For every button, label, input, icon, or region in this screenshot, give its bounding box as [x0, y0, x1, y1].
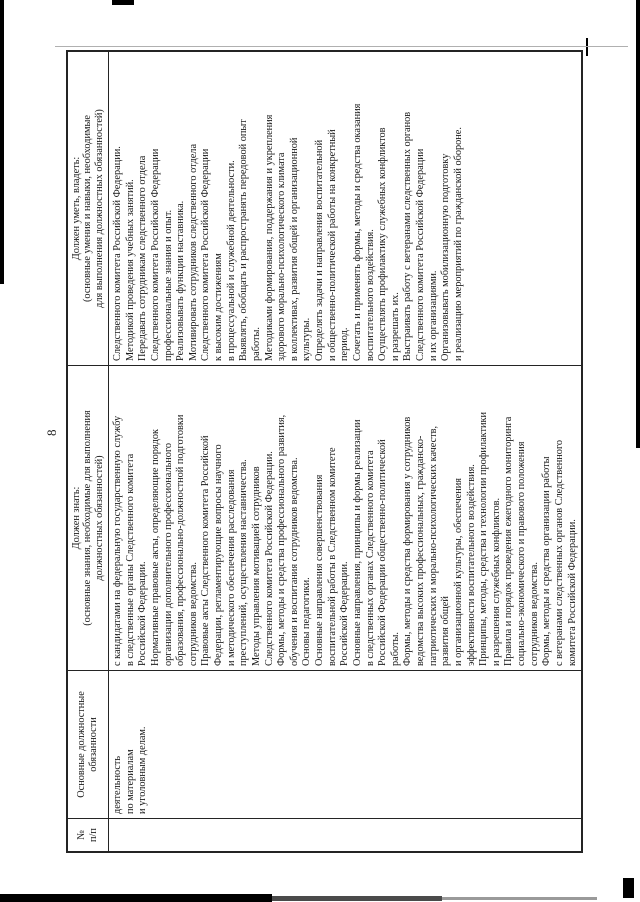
text-line: Основные должностные	[76, 691, 88, 798]
text-line: с кандидатами на федеральную государственную службу	[112, 415, 123, 666]
text-line: деятельность	[112, 755, 123, 814]
text-line: Федерации, регламентирующие вопросы научного	[213, 444, 224, 666]
text-line: Передавать сотрудникам следственного отдела	[137, 155, 149, 361]
text-line: Правовые акты Следственного комитета Российской	[200, 435, 212, 666]
text-line: и реализацию мероприятий по гражданской обороне.	[452, 127, 464, 361]
text-line: Реализовывать функции наставника.	[175, 200, 187, 361]
text-line: с ветеранами следственных органов Следственного	[553, 439, 565, 666]
text-line: Выявлять, обобщать и распространять передовой опыт	[238, 119, 250, 361]
text-line: и разрешения служебных конфликтов.	[490, 497, 502, 666]
text-line: и общественно-политической работы на конкретный	[326, 129, 338, 361]
text-line: развития общей	[440, 596, 452, 666]
text-line: и их организациями.	[427, 270, 439, 361]
text-line: работы.	[389, 632, 401, 666]
duties-table	[66, 50, 583, 853]
text-line: работы.	[250, 327, 262, 361]
text-line: патриотических и морально-психологических качеств,	[427, 425, 439, 666]
text-line: культуры.	[301, 317, 313, 361]
text-line: Правила и порядок проведения ежегодного мониторинга	[503, 416, 515, 666]
text-line: и уголовным делам.	[137, 726, 149, 814]
text-line: Формы, методы и средства профессионального развития,	[276, 414, 288, 666]
text-line: в процессуальной и служебной деятельности.	[225, 160, 237, 361]
text-line: (основные умения и навыки, необходимые	[82, 115, 94, 302]
text-line: Основные направления совершенствования	[314, 474, 325, 666]
text-line: воспитательного воздействия.	[364, 229, 376, 361]
text-line: обязанности	[88, 717, 99, 772]
text-line: комитета Российской Федерации.	[566, 519, 578, 666]
text-line: (основные знания, необходимые для выполнения	[82, 410, 94, 626]
cell-duties-content	[109, 671, 583, 819]
page-number: 8	[44, 429, 59, 436]
cell-able-content	[109, 51, 583, 366]
text-line: должностных обязанностей)	[93, 455, 105, 581]
text-line: и организационной культуры, обеспечения	[452, 478, 464, 666]
text-line: Формы, методы и средства формирования у сотрудников	[402, 416, 414, 666]
text-line: Методикой проведения учебных занятий.	[124, 179, 136, 361]
text-line: воспитательной работы в Следственном комитете	[326, 447, 338, 666]
text-line: сотрудников ведомства.	[528, 562, 540, 666]
text-line: Следственного комитета Российской Федерации	[200, 148, 212, 361]
text-line: обучения и воспитания сотрудников ведомства.	[288, 457, 300, 666]
header-cell-know	[67, 366, 109, 671]
text-line: Сочетать и применять формы, методы и средства оказания	[351, 103, 363, 361]
text-line: №	[76, 830, 88, 840]
text-line: для выполнения должностных обязанностей)	[93, 109, 105, 308]
text-line: Методы управления мотивацией сотрудников	[250, 466, 262, 666]
text-line: сотрудников ведомства.	[187, 562, 199, 666]
text-line: п/п	[88, 828, 99, 842]
text-line: Формы, методы и средства организации работы	[541, 456, 553, 666]
text-line: Должен знать:	[70, 486, 82, 550]
text-line: и разрешать их.	[389, 292, 401, 361]
text-line: в следственные органы Следственного комитета	[124, 453, 136, 666]
text-line: Организовывать мобилизационную подготовку	[440, 153, 452, 361]
text-line: к высоким достижениям	[213, 253, 224, 361]
text-line: Принципы, методы, средства и технологии профилактики	[478, 411, 490, 666]
text-line: в коллективах, развития общей и организационной	[288, 137, 300, 361]
text-line: Осуществлять профилактику служебных конфликтов	[377, 127, 389, 361]
text-line: Определять задачи и направления воспитательной	[314, 139, 325, 361]
text-line: Основные направления, принципы и формы реализации	[351, 419, 363, 666]
text-line: Российской Федерации общественно-политической	[377, 439, 389, 666]
text-line: преступлений, осуществления наставничества.	[238, 459, 250, 666]
text-line: социально-экономического и правового положения	[516, 441, 527, 666]
text-line: профессиональные знания и опыт.	[162, 209, 174, 361]
text-line: здорового морально-психологического климата	[276, 152, 288, 361]
text-line: в следственных органах Следственного комитета	[364, 450, 376, 666]
cell-know-content	[109, 366, 583, 671]
page-edge-shadow	[55, 46, 628, 47]
text-line: Выстраивать работу с ветеранами следственных органов	[402, 111, 414, 361]
text-line: Основы педагогики.	[301, 577, 313, 666]
header-cell-able	[67, 51, 109, 366]
text-line: организации дополнительного профессионального	[162, 442, 174, 666]
text-line: ведомства высоких профессиональных, гражданско-	[415, 435, 426, 666]
text-line: Российской Федерации.	[339, 561, 351, 666]
header-cell-duties	[67, 671, 109, 819]
text-line: Методиками формирования, поддержания и укрепления	[263, 114, 275, 361]
text-line: эффективности воспитательного воздействия.	[465, 464, 477, 666]
text-line: Мотивировать сотрудников следственного отдела	[187, 143, 199, 361]
text-line: период.	[339, 327, 351, 361]
text-line: Следственного комитета Российской Федерации	[415, 148, 426, 361]
text-line: образования, профессионально-должностной подготовки	[175, 414, 187, 666]
table-content-row	[109, 51, 583, 852]
text-line: и методического обеспечения расследования	[225, 469, 237, 666]
text-line: по материалам	[124, 749, 136, 814]
text-line: Нормативные правовые акты, определяющие порядок	[149, 428, 161, 666]
text-line: Следственного комитета Российской Федерации.	[112, 146, 123, 361]
cell-num-content	[109, 819, 583, 853]
text-line: Следственного комитета Российской Федерации.	[263, 451, 275, 666]
header-cell-num	[67, 819, 109, 853]
text-line: Следственного комитета Российской Федерации	[149, 148, 161, 361]
table-header-row	[67, 51, 109, 852]
text-line: Должен уметь, владеть:	[70, 156, 82, 261]
text-line: Российской Федерации.	[137, 561, 149, 666]
